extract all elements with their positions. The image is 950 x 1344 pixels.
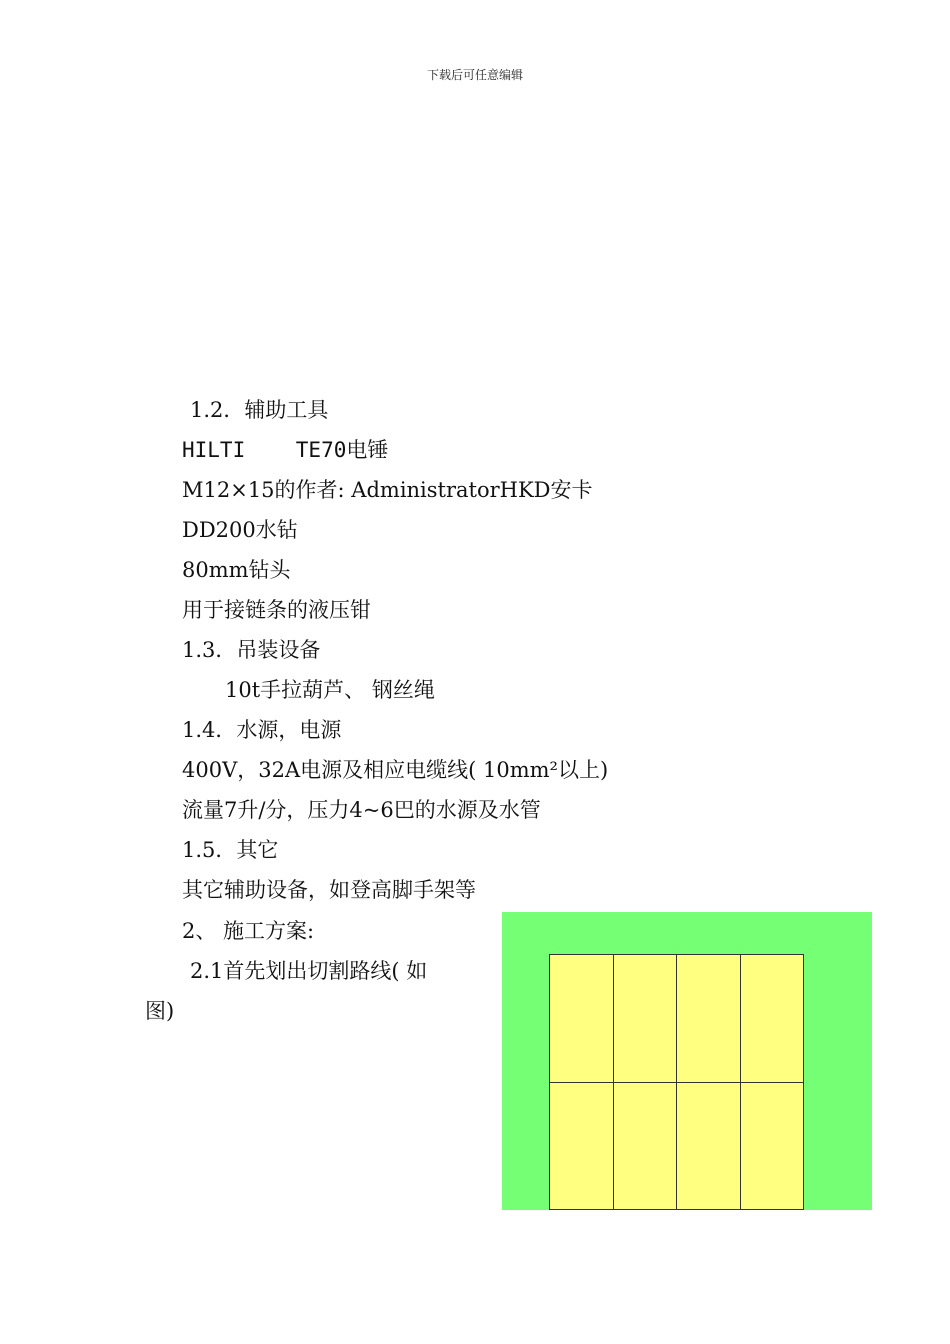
- tool-item-hilti: [182, 437, 388, 463]
- section-heading-1-4: 1.4．水源，电源: [182, 718, 342, 742]
- grid-cell: [550, 955, 614, 1083]
- grid-cell: [741, 955, 805, 1083]
- lifting-item: 10t手拉葫芦、 钢丝绳: [225, 678, 435, 702]
- tool-item-hilti-text: HILTI TE70电锤: [182, 438, 389, 462]
- cutting-route-figure: [502, 912, 872, 1210]
- grid-cell: [677, 955, 741, 1083]
- grid-cell: [614, 955, 678, 1083]
- grid-cell: [741, 1083, 805, 1211]
- tool-item-anchor: M12×15的作者: AdministratorHKD安卡: [182, 478, 593, 502]
- section-heading-2: 2、 施工方案:: [182, 919, 315, 943]
- grid-cell: [677, 1083, 741, 1211]
- grid-cell: [614, 1083, 678, 1211]
- water-item: 流量7升/分，压力4~6巴的水源及水管: [182, 798, 541, 822]
- section-heading-1-3: 1.3．吊装设备: [182, 638, 321, 662]
- grid-cell: [550, 1083, 614, 1211]
- step-2-1-continued: 图): [145, 999, 175, 1023]
- step-2-1: 2.1首先划出切割路线( 如: [190, 959, 428, 983]
- section-heading-1-2: 1.2．辅助工具: [190, 398, 329, 422]
- page-header: 下载后可任意编辑: [426, 68, 523, 82]
- tool-item-dd200: DD200水钻: [182, 518, 298, 542]
- power-item: 400V，32A电源及相应电缆线( 10mm²以上): [182, 758, 609, 782]
- tool-item-drill-bit: 80mm钻头: [182, 558, 291, 582]
- tool-item-pliers: 用于接链条的液压钳: [182, 598, 371, 622]
- other-item: 其它辅助设备，如登高脚手架等: [182, 878, 476, 902]
- cutting-grid: [549, 954, 804, 1210]
- section-heading-1-5: 1.5．其它: [182, 838, 279, 862]
